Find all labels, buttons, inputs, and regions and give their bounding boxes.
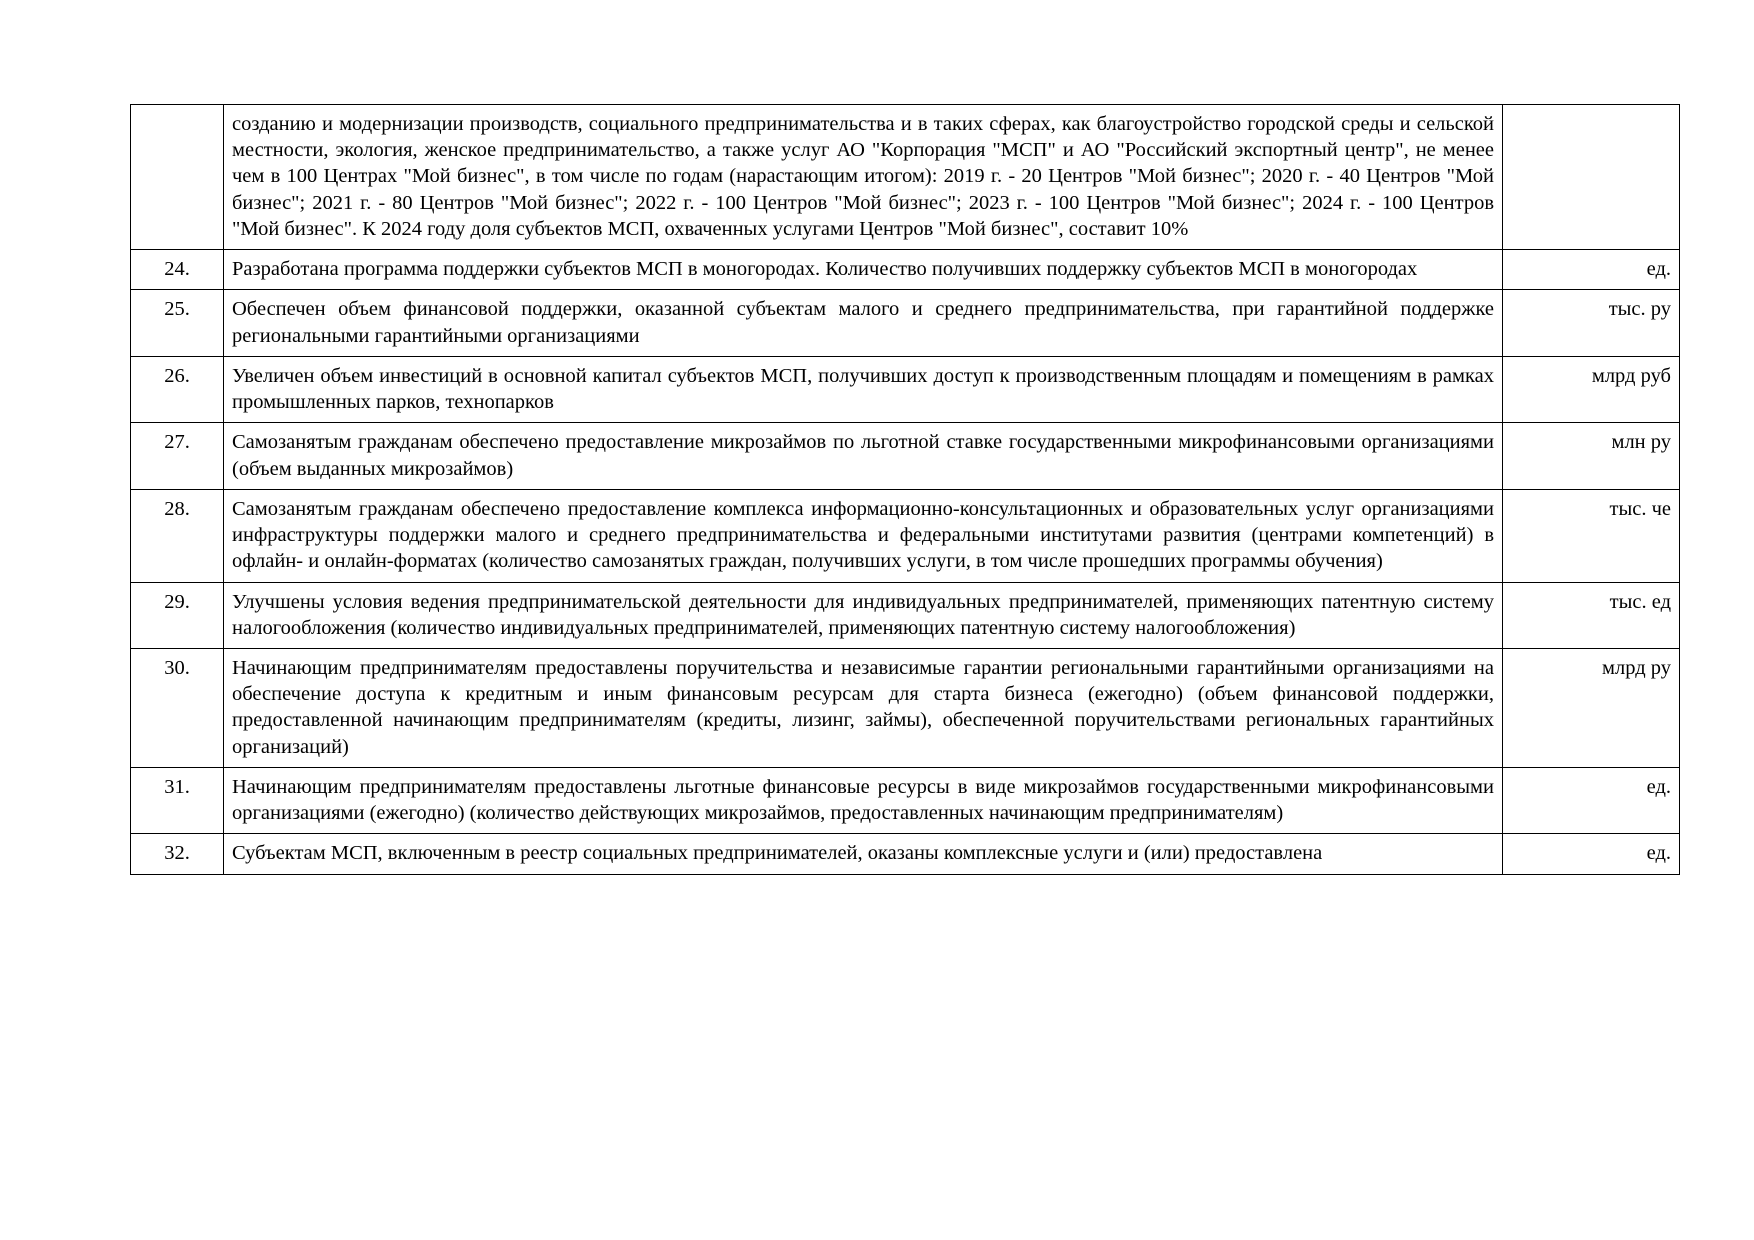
table-row — [131, 767, 1680, 833]
row-unit: ед. — [1503, 834, 1680, 874]
row-unit: млрд руб — [1503, 356, 1680, 422]
row-unit — [1503, 105, 1680, 250]
row-unit: тыс. ед — [1503, 582, 1680, 648]
table-row — [131, 105, 1680, 250]
row-result-text: Самозанятым гражданам обеспечено предоставление микрозаймов по льготной ставке государственными микрофинансовыми организациями (объем выданных микрозаймов) — [224, 423, 1503, 489]
table-row — [131, 489, 1680, 582]
row-unit: ед. — [1503, 767, 1680, 833]
row-result-text: Начинающим предпринимателям предоставлены льготные финансовые ресурсы в виде микрозаймов государственными микрофинансовыми организациями (ежегодно) (количество действующих микрозаймов, предоставленных начинающим предпринимателям) — [224, 767, 1503, 833]
row-result-text: Самозанятым гражданам обеспечено предоставление комплекса информационно-консультационных и образовательных услуг организациями инфраструктуры поддержки малого и среднего предпринимательства и федеральными институтами развития (центрами компетенций) в офлайн- и онлайн-форматах (количество самозанятых граждан, получивших услуги, в том числе прошедших программы обучения) — [224, 489, 1503, 582]
row-result-text: Обеспечен объем финансовой поддержки, оказанной субъектам малого и среднего предпринимательства, при гарантийной поддержке региональными гарантийными организациями — [224, 290, 1503, 356]
table-row — [131, 356, 1680, 422]
row-number: 32. — [131, 834, 224, 874]
row-unit: тыс. че — [1503, 489, 1680, 582]
table-row — [131, 834, 1680, 874]
results-table — [130, 104, 1680, 875]
row-result-text: Начинающим предпринимателям предоставлены поручительства и независимые гарантии региональными гарантийными организациями на обеспечение доступа к кредитным и иным финансовым ресурсам для старта бизнеса (ежегодно) (объем финансовой поддержки, предоставленной начинающим предпринимателям (кредиты, лизинг, займы), обеспеченной поручительствами региональных гарантийных организаций) — [224, 648, 1503, 767]
row-result-text: созданию и модернизации производств, социального предпринимательства и в таких сферах, как благоустройство городской среды и сельской местности, экология, женское предпринимательство, а также услуг АО "Корпорация "МСП" и АО "Российский экспортный центр", не менее чем в 100 Центрах "Мой бизнес", в том числе по годам (нарастающим итогом): 2019 г. - 20 Центров "Мой бизнес"; 2020 г. - 40 Центров "Мой бизнес"; 2021 г. - 80 Центров "Мой бизнес"; 2022 г. - 100 Центров "Мой бизнес"; 2023 г. - 100 Центров "Мой бизнес"; 2024 г. - 100 Центров "Мой бизнес". К 2024 году доля субъектов МСП, охваченных услугами Центров "Мой бизнес", составит 10% — [224, 105, 1503, 250]
row-number — [131, 105, 224, 250]
table-row — [131, 582, 1680, 648]
row-unit: тыс. ру — [1503, 290, 1680, 356]
row-number: 31. — [131, 767, 224, 833]
table-row — [131, 250, 1680, 290]
results-table-body — [131, 105, 1680, 875]
row-unit: млрд ру — [1503, 648, 1680, 767]
row-unit: млн ру — [1503, 423, 1680, 489]
table-row — [131, 290, 1680, 356]
row-number: 24. — [131, 250, 224, 290]
row-result-text: Увеличен объем инвестиций в основной капитал субъектов МСП, получивших доступ к производственным площадям и помещениям в рамках промышленных парков, технопарков — [224, 356, 1503, 422]
row-number: 26. — [131, 356, 224, 422]
row-number: 29. — [131, 582, 224, 648]
table-row — [131, 423, 1680, 489]
row-number: 25. — [131, 290, 224, 356]
row-result-text: Улучшены условия ведения предпринимательской деятельности для индивидуальных предпринимателей, применяющих патентную систему налогообложения (количество индивидуальных предпринимателей, применяющих патентную систему налогообложения) — [224, 582, 1503, 648]
row-result-text: Разработана программа поддержки субъектов МСП в моногородах. Количество получивших поддержку субъектов МСП в моногородах — [224, 250, 1503, 290]
row-unit: ед. — [1503, 250, 1680, 290]
row-number: 30. — [131, 648, 224, 767]
table-row — [131, 648, 1680, 767]
row-number: 27. — [131, 423, 224, 489]
row-result-text: Субъектам МСП, включенным в реестр социальных предпринимателей, оказаны комплексные услуги и (или) предоставлена — [224, 834, 1503, 874]
row-number: 28. — [131, 489, 224, 582]
